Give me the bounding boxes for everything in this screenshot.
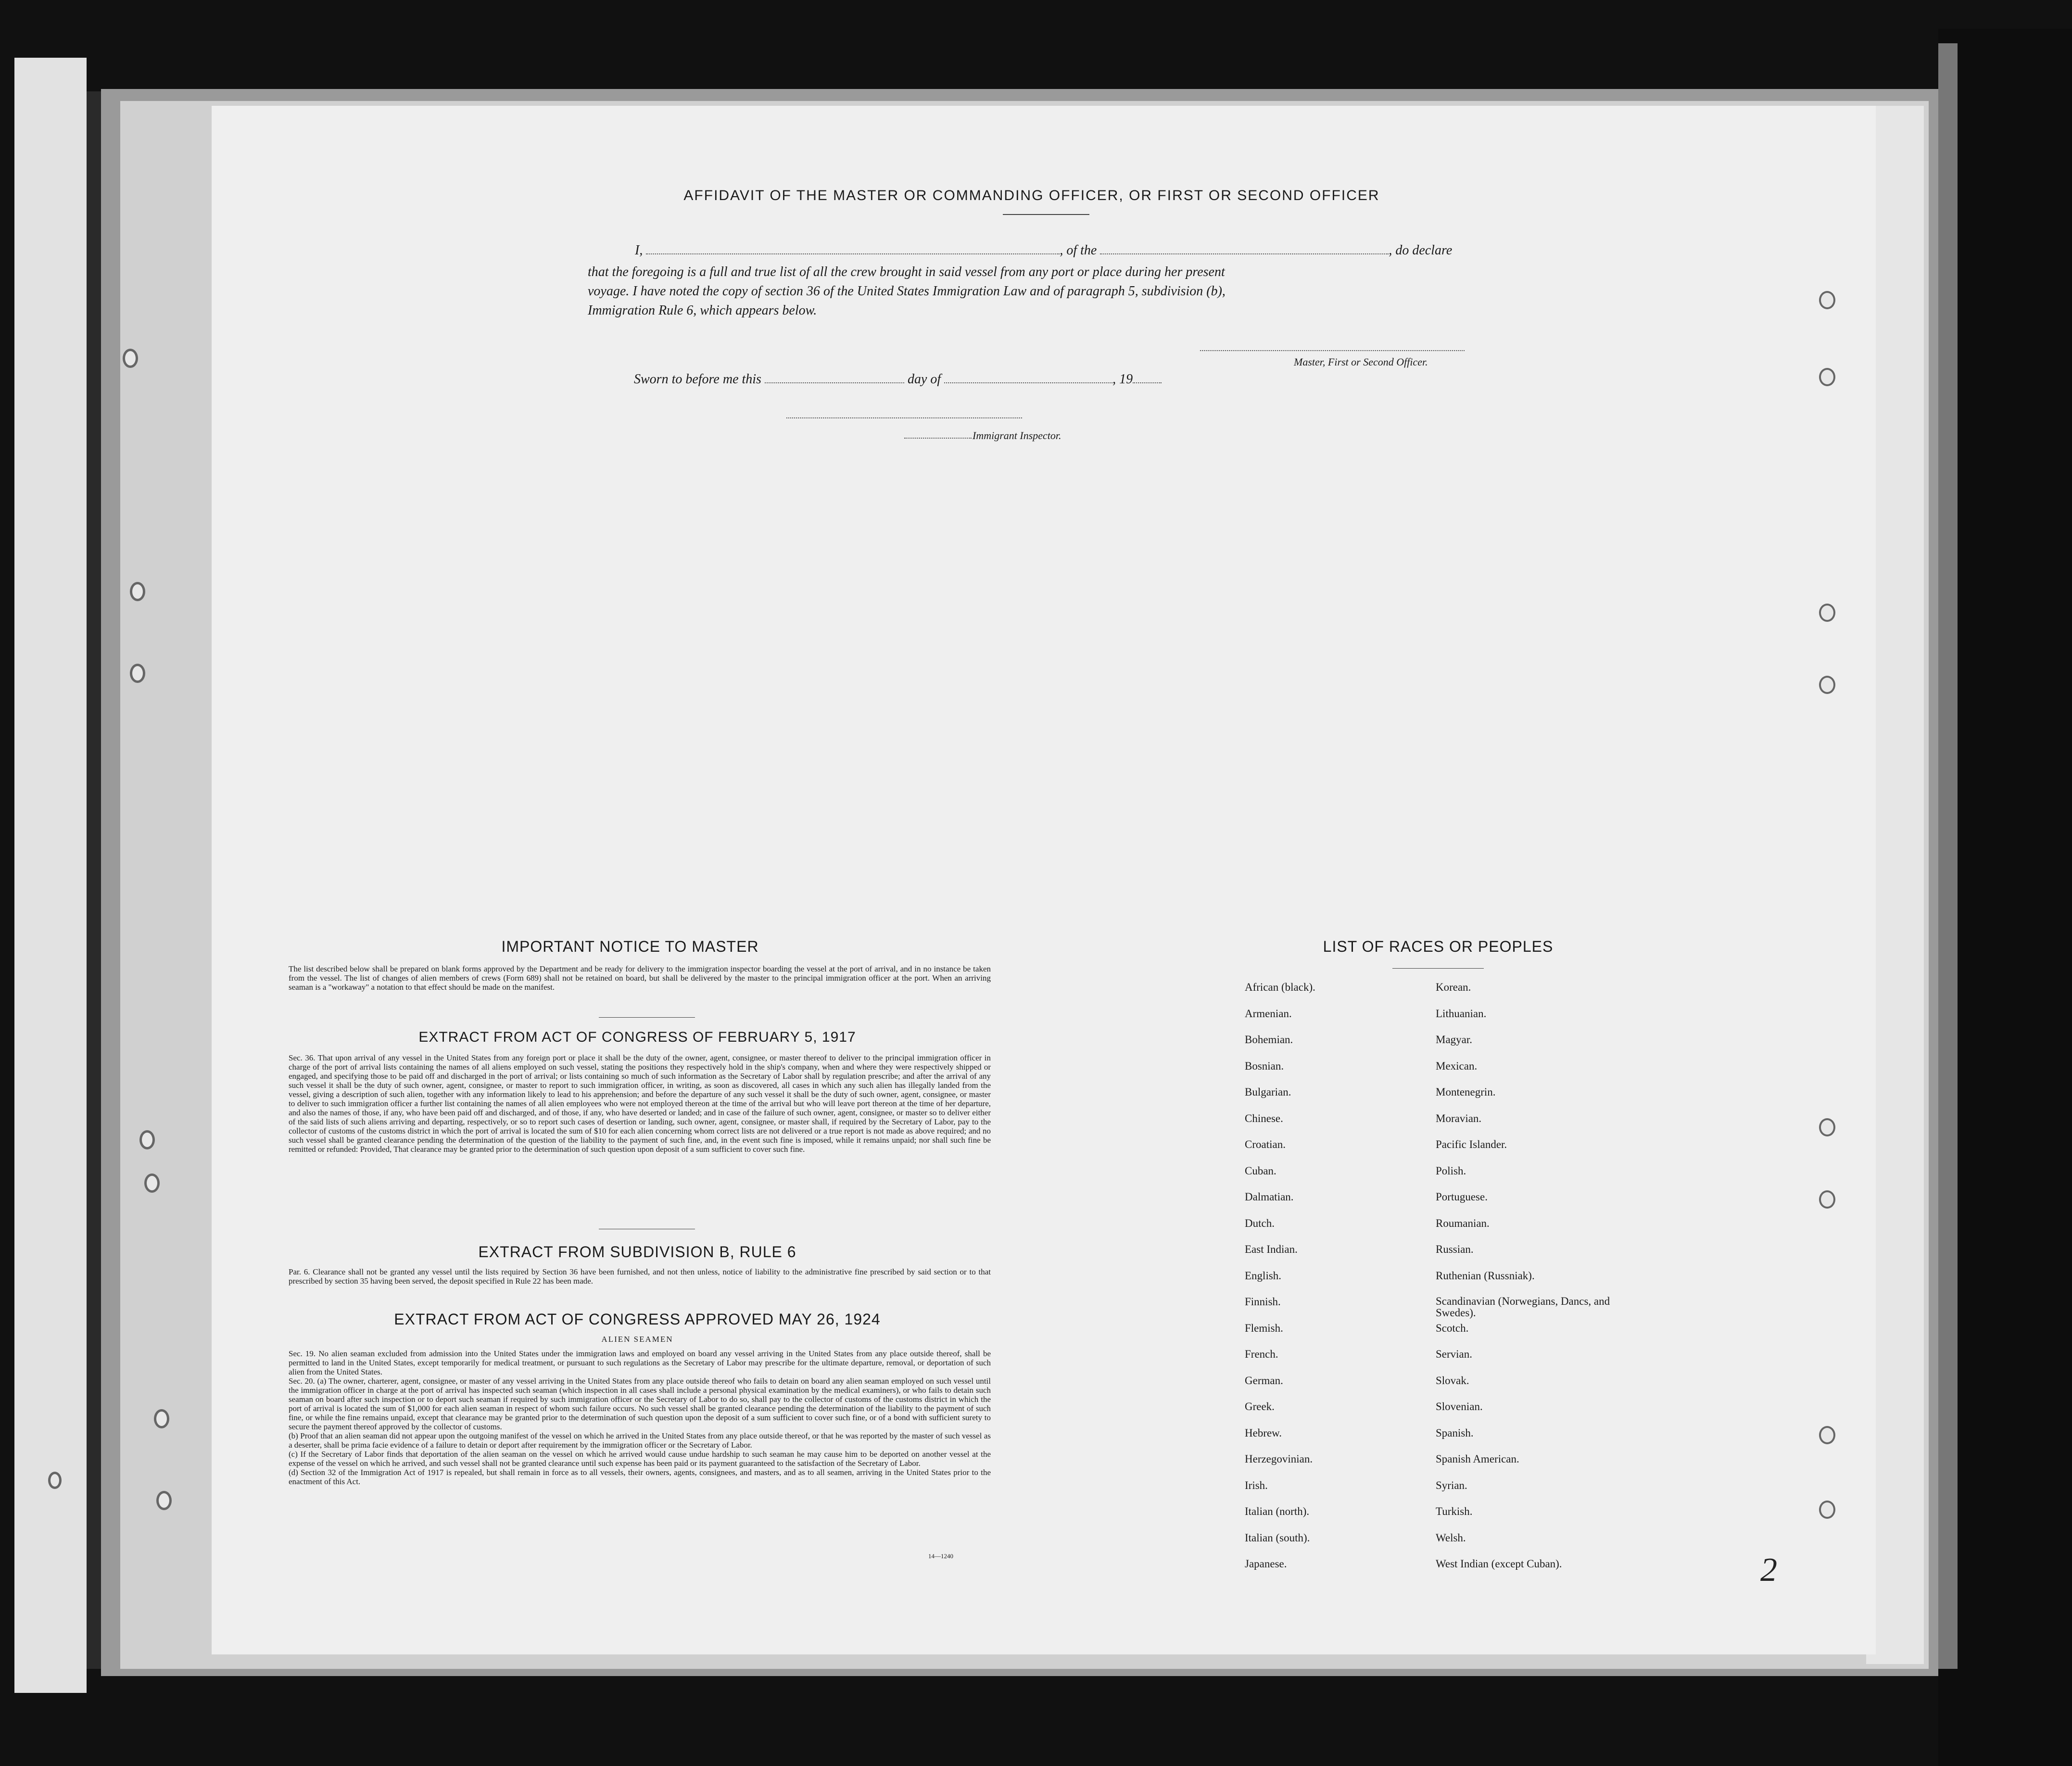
race-item: Turkish.	[1436, 1505, 1473, 1517]
affidavit-line-2: that the foregoing is a full and true list of all the crew brought in said vessel from any port or place during her present	[588, 265, 1225, 279]
race-item: Lithuanian.	[1436, 1007, 1487, 1020]
race-item: Russian.	[1436, 1243, 1474, 1255]
extract2-title: EXTRACT FROM SUBDIVISION B, RULE 6	[478, 1243, 796, 1261]
extract3-body	[289, 1349, 991, 1486]
race-item: Hebrew.	[1245, 1426, 1282, 1439]
notice-title: IMPORTANT NOTICE TO MASTER	[501, 938, 759, 955]
races-title: LIST OF RACES OR PEOPLES	[1323, 938, 1554, 955]
notice-divider	[599, 1017, 695, 1018]
day-of-label: day of	[907, 372, 941, 387]
race-item: Dalmatian.	[1245, 1191, 1294, 1203]
extract3-title: EXTRACT FROM ACT OF CONGRESS APPROVED MAY 26, 1924	[394, 1311, 881, 1328]
extract3-subtitle: ALIEN SEAMEN	[601, 1335, 673, 1344]
sworn-label: Sworn to before me this	[634, 372, 761, 387]
binder-hole	[139, 1130, 155, 1149]
race-item: Greek.	[1245, 1400, 1275, 1413]
title-divider	[1003, 214, 1089, 215]
sec20a-paragraph: Sec. 20. (a) The owner, charterer, agent, consignee, or master of any vessel arriving in the United States from any place outside thereof who fails to detain on board any alien seaman employed on such vessel until the immigration officer in charge at the port of arrival has inspected such seaman (which inspection in all cases shall include a personal physical examination by the medical examiners), or who fails to detain such seaman on board after such inspection or to deport such seaman if required by such immigration officer or the Secretary of Labor to do so, shall pay to the collector of customs of the customs district in which the port of arrival is located the sum of $1,000 for each alien seaman in respect of whom such failure occurs. No such vessel shall be granted clearance pending the determination of the liability to the payment of such fine, or while the fine remains unpaid, except that clearance may be granted prior to the determination of such question upon the deposit of a sum sufficient to cover such fine, or of a bond with sufficient surety to secure the payment thereof approved by the collector of customs.	[289, 1376, 991, 1431]
punch-hole	[1819, 368, 1835, 386]
sworn-day-field[interactable]	[765, 382, 904, 383]
sec20d-paragraph: (d) Section 32 of the Immigration Act of 1917 is repealed, but shall remain in force as to all vessels, their owners, agents, consignees, and masters, and as to all seamen, arriving in the United States prior to the enactment of this Act.	[289, 1468, 991, 1486]
binder-hole	[154, 1409, 169, 1428]
punch-hole	[1819, 1118, 1835, 1136]
name-field[interactable]	[646, 253, 1060, 254]
year-label: , 19	[1112, 372, 1133, 387]
race-item: Scandinavian (Norwegians, Dancs, and Swedes).	[1436, 1295, 1610, 1319]
race-item: Slovak.	[1436, 1374, 1469, 1387]
inspector-label: Immigrant Inspector.	[973, 429, 1061, 442]
binder-hole	[123, 349, 138, 368]
inspector-signature-field[interactable]	[786, 417, 1022, 418]
race-item: Spanish American.	[1436, 1453, 1519, 1465]
race-item: Montenegrin.	[1436, 1086, 1496, 1098]
of-the-label: , of the	[1060, 243, 1097, 258]
form-number: 14—1240	[928, 1552, 953, 1560]
affidavit-line-1	[635, 243, 1501, 258]
race-item: Flemish.	[1245, 1322, 1283, 1334]
extract1-body: Sec. 36. That upon arrival of any vessel in the United States from any foreign port or place it shall be the duty of the owner, agent, consignee, or master thereof to deliver to the principal immigration officer in charge of the port of arrival lists containing the names of all aliens employed on such vessel, stating the positions they respectively hold in the ship's company, when and where they were respectively shipped or engaged, and specifying those to be paid off and discharged in the port of arrival; or lists containing so much of such information as the Secretary of Labor shall by regulation prescribe; and after the arrival of any such vessel it shall be the duty of such owner, agent, consignee, or master to report to such immigration officer, in writing, as soon as discovered, all cases in which any such alien has illegally landed from the vessel, giving a description of such alien, together with any information likely to lead to his apprehension; and before the departure of any such vessel it shall be the duty of such owner, agent, consignee, or master to deliver to such immigration officer a further list containing the names of all alien employees who were not employed thereon at the time of the arrival but who will leave port thereon at the time of her departure, and also the names of those, if any, who have been paid off and discharged, and of those, if any, who have deserted or landed; and in case of the failure of such owner, agent, consignee, or master so to deliver either of the said lists of such aliens arriving and departing, respectively, or so to report such cases of desertion or landing, such owner, agent, consignee, or master shall, if required by the Secretary of Labor, pay to the collector of customs of the customs district in which the port of arrival is located the sum of $10 for each alien concerning whom correct lists are not delivered or a true report is not made as above required; and no such vessel shall be granted clearance pending the determination of the question of the liability to the payment of such fine, and, in the event such fine is imposed, while it remains unpaid; nor shall such fine be remitted or refunded: Provided, That clearance may be granted prior to the determination of such question upon deposit of a sum sufficient to cover such fine.	[289, 1053, 991, 1154]
race-item: Mexican.	[1436, 1060, 1478, 1072]
race-item: Bohemian.	[1245, 1034, 1293, 1046]
race-item: Moravian.	[1436, 1112, 1482, 1124]
binder-hole	[130, 664, 145, 683]
races-right-column	[1436, 981, 1638, 1584]
races-divider	[1392, 968, 1484, 969]
race-item: Pacific Islander.	[1436, 1138, 1507, 1150]
race-item: West Indian (except Cuban).	[1436, 1558, 1562, 1570]
race-item: Chinese.	[1245, 1112, 1283, 1124]
binder-hole	[144, 1173, 160, 1193]
race-item: Welsh.	[1436, 1531, 1466, 1544]
punch-hole	[1819, 1426, 1835, 1444]
race-item: African (black).	[1245, 981, 1315, 993]
race-item: Cuban.	[1245, 1164, 1276, 1177]
sworn-line	[634, 372, 1259, 387]
master-signature-field[interactable]	[1200, 350, 1465, 351]
sec20b-paragraph: (b) Proof that an alien seaman did not appear upon the outgoing manifest of the vessel on which he arrived in the United States from any place outside thereof, or that he was reported by the master of such vessel as a deserter, shall be prima facie evidence of a failure to detain or deport after requirement by the immigration officer or the Secretary of Labor.	[289, 1431, 991, 1450]
race-item: Korean.	[1436, 981, 1471, 993]
inspector-signature-field-2[interactable]	[904, 438, 972, 439]
extract1-title: EXTRACT FROM ACT OF CONGRESS OF FEBRUARY 5, 1917	[418, 1029, 856, 1045]
race-item: Japanese.	[1245, 1558, 1287, 1570]
race-item: Slovenian.	[1436, 1400, 1483, 1413]
master-signature-label: Master, First or Second Officer.	[1294, 356, 1428, 368]
extract2-body: Par. 6. Clearance shall not be granted any vessel until the lists required by Section 36 have been furnished, and not then unless, notice of liability to the administrative fine prescribed by said section or to that prescribed by section 35 having been served, the deposit specified in Rule 22 has been made.	[289, 1267, 991, 1286]
race-item: Scotch.	[1436, 1322, 1469, 1334]
sec19-paragraph: Sec. 19. No alien seaman excluded from admission into the United States under the immigration laws and employed on board any vessel arriving in the United States from any place outside thereof, shall be permitted to land in the United States, except temporarily for medical treatment, or pursuant to such regulations as the Secretary of Labor may prescribe for the ultimate departure, removal, or deportation of such alien from the United States.	[289, 1349, 991, 1376]
races-left-column	[1245, 981, 1418, 1584]
race-item: Magyar.	[1436, 1034, 1473, 1046]
right-binder-edge	[1938, 43, 1958, 1669]
race-item: English.	[1245, 1269, 1282, 1282]
race-item: Syrian.	[1436, 1479, 1467, 1491]
sworn-year-field[interactable]	[1133, 382, 1162, 383]
race-item: Ruthenian (Russniak).	[1436, 1269, 1535, 1282]
left-page-edge	[14, 58, 87, 1693]
race-item: Servian.	[1436, 1348, 1473, 1360]
race-item: Bosnian.	[1245, 1060, 1284, 1072]
sworn-month-field[interactable]	[944, 382, 1112, 383]
race-item: Armenian.	[1245, 1007, 1292, 1020]
race-item: Finnish.	[1245, 1296, 1281, 1308]
notice-body: The list described below shall be prepared on blank forms approved by the Department and be ready for delivery to the immigration inspector boarding the vessel at the port of arrival, and in no instance be taken from the vessel. The list of changes of alien members of crews (Form 689) shall not be retained on board, but shall be delivered by the master to the principal immigration officer at the port. When an arriving seaman is a "workaway" a notation to that effect should be made on the manifest.	[289, 964, 991, 992]
race-item: Italian (south).	[1245, 1531, 1310, 1544]
race-item: Irish.	[1245, 1479, 1268, 1491]
affidavit-line-3: voyage. I have noted the copy of section 36 of the United States Immigration Law and of paragraph 5, subdivision (b),	[588, 284, 1226, 299]
race-item: East Indian.	[1245, 1243, 1298, 1255]
punch-hole	[1819, 291, 1835, 309]
race-item: Polish.	[1436, 1164, 1466, 1177]
race-item: Herzegovinian.	[1245, 1453, 1313, 1465]
i-label: I,	[635, 243, 643, 258]
race-item: Roumanian.	[1436, 1217, 1490, 1229]
race-item: French.	[1245, 1348, 1278, 1360]
affidavit-title: AFFIDAVIT OF THE MASTER OR COMMANDING OFFICER, OR FIRST OR SECOND OFFICER	[683, 188, 1380, 203]
race-item: Dutch.	[1245, 1217, 1275, 1229]
race-item: German.	[1245, 1374, 1283, 1387]
vessel-field[interactable]	[1100, 253, 1389, 254]
binder-hole	[48, 1472, 62, 1489]
punch-hole	[1819, 676, 1835, 694]
affidavit-line-4: Immigration Rule 6, which appears below.	[588, 303, 817, 318]
race-item: Bulgarian.	[1245, 1086, 1291, 1098]
right-binder-shadow	[1938, 29, 2072, 1766]
punch-hole	[1819, 1501, 1835, 1519]
punch-hole	[1819, 1190, 1835, 1209]
race-item: Croatian.	[1245, 1138, 1286, 1150]
punch-hole	[1819, 604, 1835, 622]
binder-hole	[130, 582, 145, 601]
race-item: Spanish.	[1436, 1426, 1474, 1439]
sec20c-paragraph: (c) If the Secretary of Labor finds that deportation of the alien seaman on the vessel on which he arrived would cause undue hardship to such seaman he may cause him to be deported on another vessel at the expense of the vessel on which he arrived, and such vessel shall not be granted clearance until such expense has been paid or its payment guaranteed to the satisfaction of the Secretary of Labor.	[289, 1450, 991, 1468]
handwritten-page-number: 2	[1760, 1552, 1777, 1589]
race-item: Portuguese.	[1436, 1191, 1488, 1203]
binder-hole	[156, 1491, 172, 1510]
race-item: Italian (north).	[1245, 1505, 1310, 1517]
do-declare-label: , do declare	[1389, 243, 1453, 258]
